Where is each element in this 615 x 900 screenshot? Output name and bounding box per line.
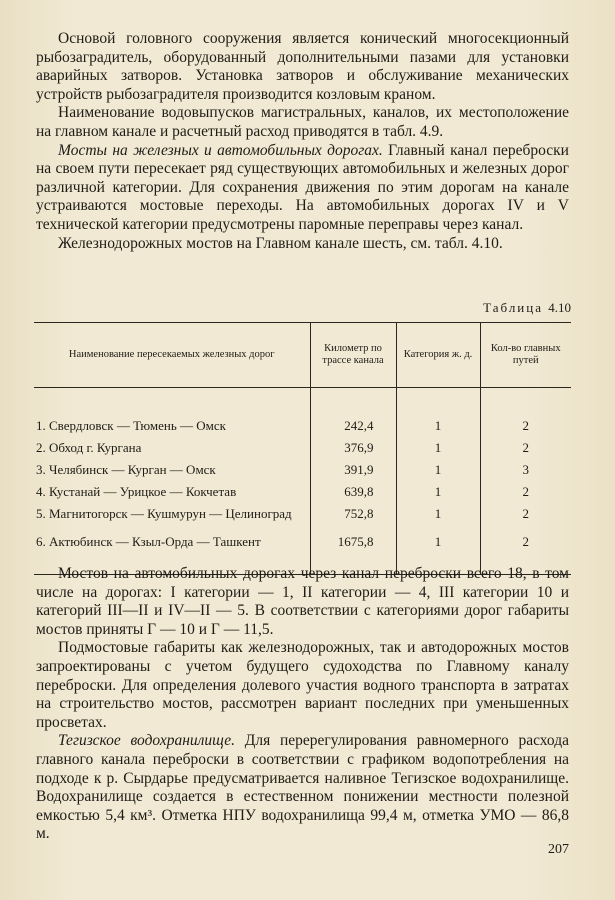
table-row bbox=[34, 388, 571, 441]
cell-tracks: 2 bbox=[480, 484, 571, 506]
cell-railway-name: 5. Магнитогорск — Кушмурун — Целиноград bbox=[36, 506, 292, 521]
table-header-row bbox=[34, 323, 571, 388]
paragraph-road-bridges: Мостов на автомобильных дорогах через канал переброски всего 18, в том числе на дорогах: I категории — 1, II категории — 4, III категории 10 и категорий III—II и IV—II — 5. В соответствии с категориями дорог габариты мостов приняты Г — 10 и Г — 11,5. bbox=[36, 565, 569, 638]
table-row bbox=[34, 462, 571, 484]
cell-category: 1 bbox=[396, 484, 480, 506]
page-number: 207 bbox=[548, 842, 569, 857]
cell-km: 242,4 bbox=[310, 388, 396, 441]
paragraph-reservoir bbox=[36, 732, 569, 844]
bridges-body: Главный канал переброски на своем пути пересекает ряд существующих автомобильных и железных дорог различной категории. Для сохранения движения по этим дорогам на канале устраиваются мостовые переходы. На автомобильных дорогах IV и V технической категории предусмотрены паромные переправы через канал. bbox=[36, 141, 569, 233]
cell-railway-name: 4. Кустанай — Урицкое — Кокчетав bbox=[36, 484, 237, 499]
header-tracks: Кол-во главных путей bbox=[480, 323, 571, 388]
cell-railway-name: 1. Свердловск — Тюмень — Омск bbox=[36, 418, 226, 433]
cell-tracks: 2 bbox=[480, 506, 571, 528]
table-row bbox=[34, 506, 571, 528]
paragraph-clearances: Подмостовые габариты как железнодорожных, так и автодорожных мостов запроектированы с учетом будущего судоходства по Главному каналу переброски. Для определения долевого участия водного транспорта в затратах на строительство мостов, рассмотрен вариант последних при уменьшенных просветах. bbox=[36, 639, 569, 731]
table-caption-word: Таблица bbox=[483, 300, 543, 315]
cell-category: 1 bbox=[396, 528, 480, 575]
cell-tracks: 2 bbox=[480, 440, 571, 462]
reservoir-body: Для перерегулирования равномерного расхода главного канала переброски в соответствии с графиком водопотребления на подходе к р. Сырдарье предусматривается наливное Тегизское водохранилище. Водохранилище создается в естественном понижении местности полезной емкостью 5,4 км³. Отметка НПУ водохранилища 99,4 м, отметка УМО — 86,8 м. bbox=[36, 732, 569, 843]
header-railway-name: Наименование пересекаемых железных дорог bbox=[34, 323, 310, 388]
paragraph-railway-bridges: Железнодорожных мостов на Главном канале шесть, см. табл. 4.10. bbox=[58, 234, 503, 252]
paragraph-water-outlets: Наименование водовыпусков магистральных, каналов, их местоположение на главном канале и расчетный расход приводятся в табл. 4.9. bbox=[36, 104, 569, 140]
cell-km: 752,8 bbox=[310, 506, 396, 528]
cell-tracks: 2 bbox=[480, 388, 571, 441]
cell-km: 376,9 bbox=[310, 440, 396, 462]
cell-km: 391,9 bbox=[310, 462, 396, 484]
cell-railway-name: 3. Челябинск — Курган — Омск bbox=[36, 462, 216, 477]
paragraph-fish-barrier: Основой головного сооружения является конический многосекционный рыбозаградитель, оборудованный дополнительными пазами для установки аварийных затворов. Установка затворов и обслуживание механических устройств рыбозаградителя производится козловым краном. bbox=[36, 30, 569, 103]
header-category: Категория ж. д. bbox=[396, 323, 480, 388]
bottom-text-block bbox=[36, 565, 569, 844]
table-caption-number: 4.10 bbox=[548, 300, 571, 315]
table-row bbox=[34, 440, 571, 462]
cell-km: 1675,8 bbox=[310, 528, 396, 575]
paragraph-bridges bbox=[36, 142, 569, 235]
table-caption bbox=[483, 300, 571, 316]
cell-railway-name: 6. Актюбинск — Кзыл-Орда — Ташкент bbox=[34, 528, 310, 575]
cell-railway-name: 2. Обход г. Кургана bbox=[36, 440, 142, 455]
cell-km: 639,8 bbox=[310, 484, 396, 506]
section-heading-bridges: Мосты на железных и автомобильных дорогах. bbox=[58, 141, 383, 159]
cell-category: 1 bbox=[396, 506, 480, 528]
cell-tracks: 3 bbox=[480, 462, 571, 484]
section-heading-reservoir: Тегизское водохранилище. bbox=[58, 732, 236, 750]
table-row bbox=[34, 484, 571, 506]
header-km: Километр по трассе канала bbox=[310, 323, 396, 388]
railway-bridges-table bbox=[34, 322, 571, 575]
cell-tracks: 2 bbox=[480, 528, 571, 575]
cell-category: 1 bbox=[396, 440, 480, 462]
cell-category: 1 bbox=[396, 388, 480, 441]
top-text-block bbox=[36, 30, 569, 253]
cell-category: 1 bbox=[396, 462, 480, 484]
